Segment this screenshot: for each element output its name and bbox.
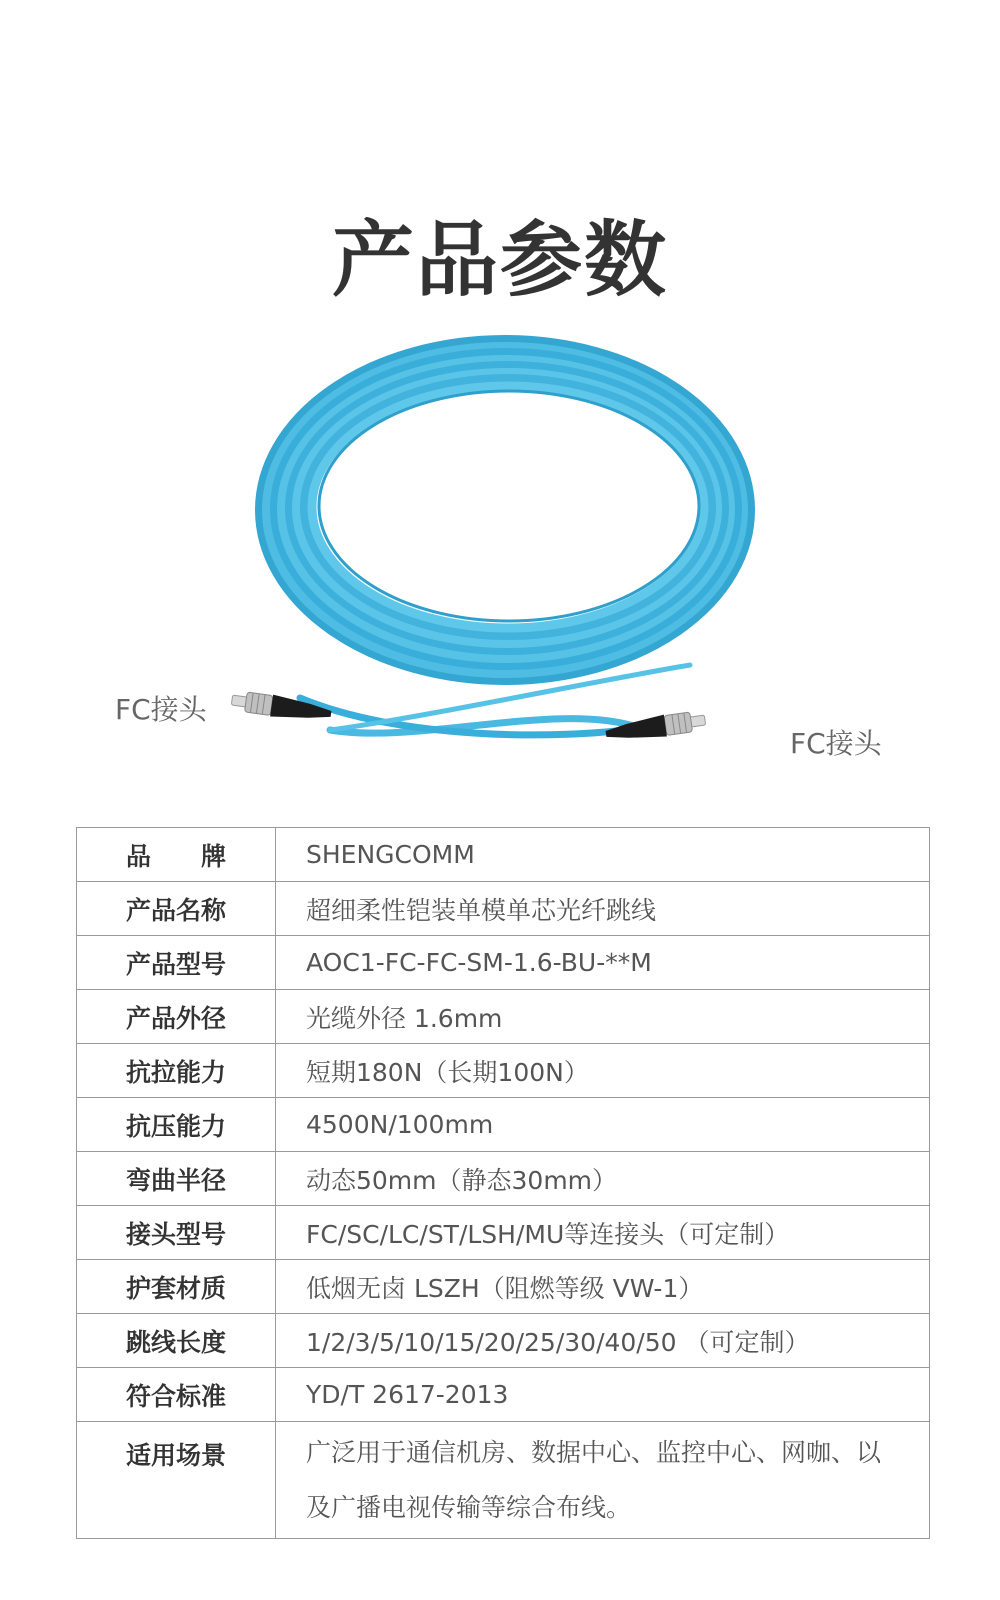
spec-value: 4500N/100mm <box>276 1098 930 1152</box>
table-row <box>77 1098 930 1152</box>
table-row <box>77 1152 930 1206</box>
spec-key: 产品名称 <box>77 882 276 936</box>
spec-key: 接头型号 <box>77 1206 276 1260</box>
table-row <box>77 1314 930 1368</box>
table-row <box>77 882 930 936</box>
spec-value: 短期180N（长期100N） <box>276 1044 930 1098</box>
spec-key: 弯曲半径 <box>77 1152 276 1206</box>
table-row <box>77 828 930 882</box>
spec-value: 光缆外径 1.6mm <box>276 990 930 1044</box>
spec-key <box>77 828 276 882</box>
table-row <box>77 1206 930 1260</box>
spec-value: AOC1-FC-FC-SM-1.6-BU-**M <box>276 936 930 990</box>
spec-table <box>76 827 930 1539</box>
spec-value: 动态50mm（静态30mm） <box>276 1152 930 1206</box>
spec-key: 抗拉能力 <box>77 1044 276 1098</box>
table-row <box>77 1422 930 1539</box>
right-fc-connector <box>604 709 706 745</box>
table-row <box>77 936 930 990</box>
page-title: 产品参数 <box>331 213 668 308</box>
spec-value: 1/2/3/5/10/15/20/25/30/40/50 （可定制） <box>276 1314 930 1368</box>
left-connector-label: FC接头 <box>115 693 207 726</box>
table-row <box>77 1260 930 1314</box>
spec-value: 超细柔性铠装单模单芯光纤跳线 <box>276 882 930 936</box>
spec-key-char: 品 <box>125 841 151 871</box>
spec-key: 符合标准 <box>77 1368 276 1422</box>
spec-value: 广泛用于通信机房、数据中心、监控中心、网咖、以及广播电视传输等综合布线。 <box>276 1422 930 1539</box>
spec-key: 抗压能力 <box>77 1098 276 1152</box>
spec-key: 产品外径 <box>77 990 276 1044</box>
spec-value: 低烟无卤 LSZH（阻燃等级 VW-1） <box>276 1260 930 1314</box>
table-row <box>77 1368 930 1422</box>
spec-value: SHENGCOMM <box>276 828 930 882</box>
spec-value: YD/T 2617-2013 <box>276 1368 930 1422</box>
spec-key: 护套材质 <box>77 1260 276 1314</box>
right-connector-label: FC接头 <box>790 727 882 760</box>
spec-key-char: 牌 <box>201 841 227 871</box>
spec-key: 产品型号 <box>77 936 276 990</box>
spec-key: 适用场景 <box>77 1422 276 1539</box>
spec-key: 跳线长度 <box>77 1314 276 1368</box>
table-row <box>77 1044 930 1098</box>
table-row <box>77 990 930 1044</box>
spec-value: FC/SC/LC/ST/LSH/MU等连接头（可定制） <box>276 1206 930 1260</box>
left-fc-connector <box>230 689 332 725</box>
cable-coil <box>260 340 750 680</box>
